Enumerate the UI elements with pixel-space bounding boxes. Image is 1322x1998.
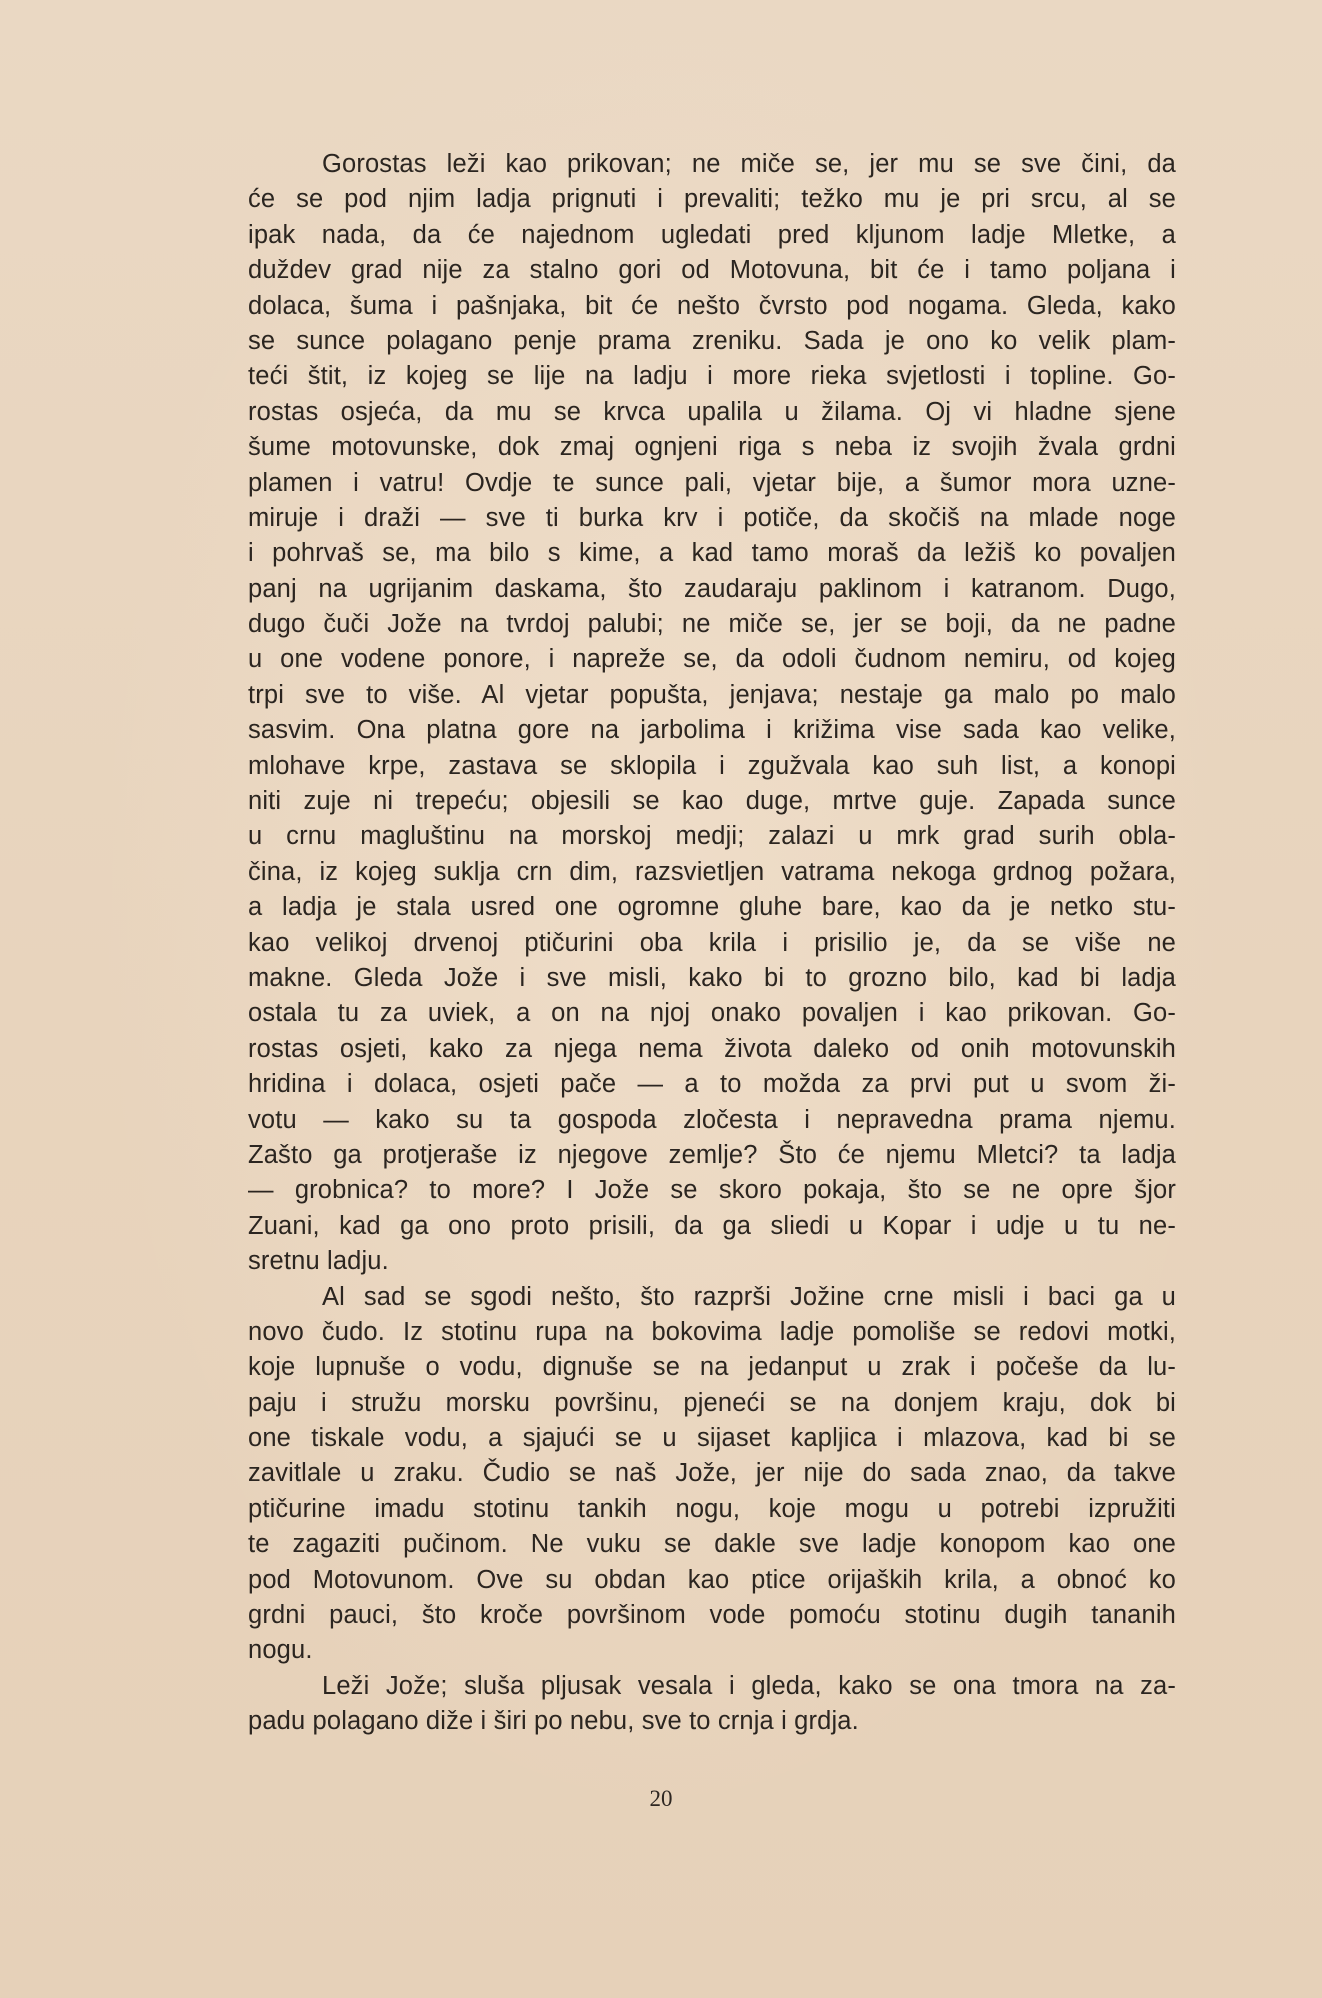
text-line: paju i stružu morsku površinu, pjeneći se na donjem kraju, dok bi bbox=[248, 1388, 1176, 1417]
text-line: te zagaziti pučinom. Ne vuku se dakle sve ladje konopom kao one bbox=[248, 1530, 1176, 1559]
text-line: dugo čuči Jože na tvrdoj palubi; ne miče se, jer se boji, da ne padne bbox=[248, 610, 1176, 639]
text-line: teći štit, iz kojeg se lije na ladju i more rieka svjetlosti i topline. Go- bbox=[248, 362, 1176, 391]
text-line: Leži Jože; sluša pljusak vesala i gleda, kako se ona tmora na za- bbox=[322, 1671, 1176, 1700]
text-line: u crnu magluštinu na morskoj medji; zalazi u mrk grad surih obla- bbox=[248, 822, 1176, 851]
text-line: pod Motovunom. Ove su obdan kao ptice orijaških krila, a obnoć ko bbox=[248, 1565, 1176, 1594]
text-line: makne. Gleda Jože i sve misli, kako bi to grozno bilo, kad bi ladja bbox=[248, 963, 1176, 992]
text-line: hridina i dolaca, osjeti pače — a to možda za prvi put u svom ži- bbox=[248, 1070, 1176, 1099]
text-line: — grobnica? to more? I Jože se skoro pokaja, što se ne opre šjor bbox=[248, 1176, 1176, 1205]
body-text bbox=[248, 147, 1176, 1740]
text-line: sretnu ladju. bbox=[248, 1247, 389, 1276]
text-line: ptičurine imadu stotinu tankih nogu, koje mogu u potrebi izpružiti bbox=[248, 1494, 1176, 1523]
text-line: rostas osjeti, kako za njega nema života daleko od onih motovunskih bbox=[248, 1034, 1176, 1063]
text-line: plamen i vatru! Ovdje te sunce pali, vjetar bije, a šumor mora uzne- bbox=[248, 468, 1176, 497]
text-line: miruje i draži — sve ti burka krv i potiče, da skočiš na mlade noge bbox=[248, 503, 1176, 532]
text-line: Gorostas leži kao prikovan; ne miče se, jer mu se sve čini, da bbox=[322, 150, 1176, 178]
text-line: kao velikoj drvenoj ptičurini oba krila i prisilio je, da se više ne bbox=[248, 928, 1176, 957]
text-line: u one vodene ponore, i napreže se, da odoli čudnom nemiru, od kojeg bbox=[248, 645, 1176, 674]
text-line: Zuani, kad ga ono proto prisili, da ga sliedi u Kopar i udje u tu ne- bbox=[248, 1211, 1176, 1240]
text-line: dolaca, šuma i pašnjaka, bit će nešto čvrsto pod nogama. Gleda, kako bbox=[248, 291, 1176, 320]
text-line: duždev grad nije za stalno gori od Motovuna, bit će i tamo poljana i bbox=[248, 256, 1176, 285]
text-line: trpi sve to više. Al vjetar popušta, jenjava; nestaje ga malo po malo bbox=[248, 680, 1176, 709]
text-line: padu polagano diže i širi po nebu, sve to crnja i grdja. bbox=[248, 1707, 859, 1736]
text-line: ostala tu za uviek, a on na njoj onako povaljen i kao prikovan. Go- bbox=[248, 999, 1176, 1028]
text-line: novo čudo. Iz stotinu rupa na bokovima ladje pomoliše se redovi motki, bbox=[248, 1317, 1176, 1346]
text-line: panj na ugrijanim daskama, što zaudaraju paklinom i katranom. Dugo, bbox=[248, 574, 1176, 603]
text-line: ipak nada, da će najednom ugledati pred kljunom ladje Mletke, a bbox=[248, 220, 1176, 249]
text-line: votu — kako su ta gospoda zločesta i nepravedna prama njemu. bbox=[248, 1105, 1176, 1134]
text-line: rostas osjeća, da mu se krvca upalila u žilama. Oj vi hladne sjene bbox=[248, 397, 1176, 426]
text-line: Al sad se sgodi nešto, što razprši Jožine crne misli i baci ga u bbox=[322, 1282, 1176, 1311]
text-line: i pohrvaš se, ma bilo s kime, a kad tamo moraš da ležiš ko povaljen bbox=[248, 539, 1176, 568]
text-line: sasvim. Ona platna gore na jarbolima i križima vise sada kao velike, bbox=[248, 716, 1176, 745]
text-line: šume motovunske, dok zmaj ognjeni riga s neba iz svojih žvala grdni bbox=[248, 433, 1176, 462]
text-line: mlohave krpe, zastava se sklopila i zgužvala kao suh list, a konopi bbox=[248, 751, 1176, 780]
text-line: čina, iz kojeg suklja crn dim, razsvietljen vatrama nekoga grdnog požara, bbox=[248, 857, 1176, 886]
text-line: a ladja je stala usred one ogromne gluhe bare, kao da je netko stu- bbox=[248, 893, 1176, 922]
text-line: zavitlale u zraku. Čudio se naš Jože, jer nije do sada znao, da takve bbox=[248, 1459, 1176, 1488]
text-line: se sunce polagano penje prama zreniku. Sada je ono ko velik plam- bbox=[248, 326, 1176, 355]
text-line: one tiskale vodu, a sjajući se u sijaset kapljica i mlazova, kad bi se bbox=[248, 1424, 1176, 1453]
text-line: Zašto ga protjeraše iz njegove zemlje? Što će njemu Mletci? ta ladja bbox=[248, 1140, 1176, 1169]
text-line: koje lupnuše o vodu, dignuše se na jedanput u zrak i počeše da lu- bbox=[248, 1353, 1176, 1382]
text-line: grdni pauci, što kroče površinom vode pomoću stotinu dugih tananih bbox=[248, 1601, 1176, 1630]
page-number: 20 bbox=[649, 1786, 673, 1811]
text-line: će se pod njim ladja prignuti i prevaliti; težko mu je pri srcu, al se bbox=[248, 185, 1176, 214]
text-line: nogu. bbox=[248, 1636, 313, 1665]
text-line: niti zuje ni trepeću; objesili se kao duge, mrtve guje. Zapada sunce bbox=[248, 787, 1176, 816]
